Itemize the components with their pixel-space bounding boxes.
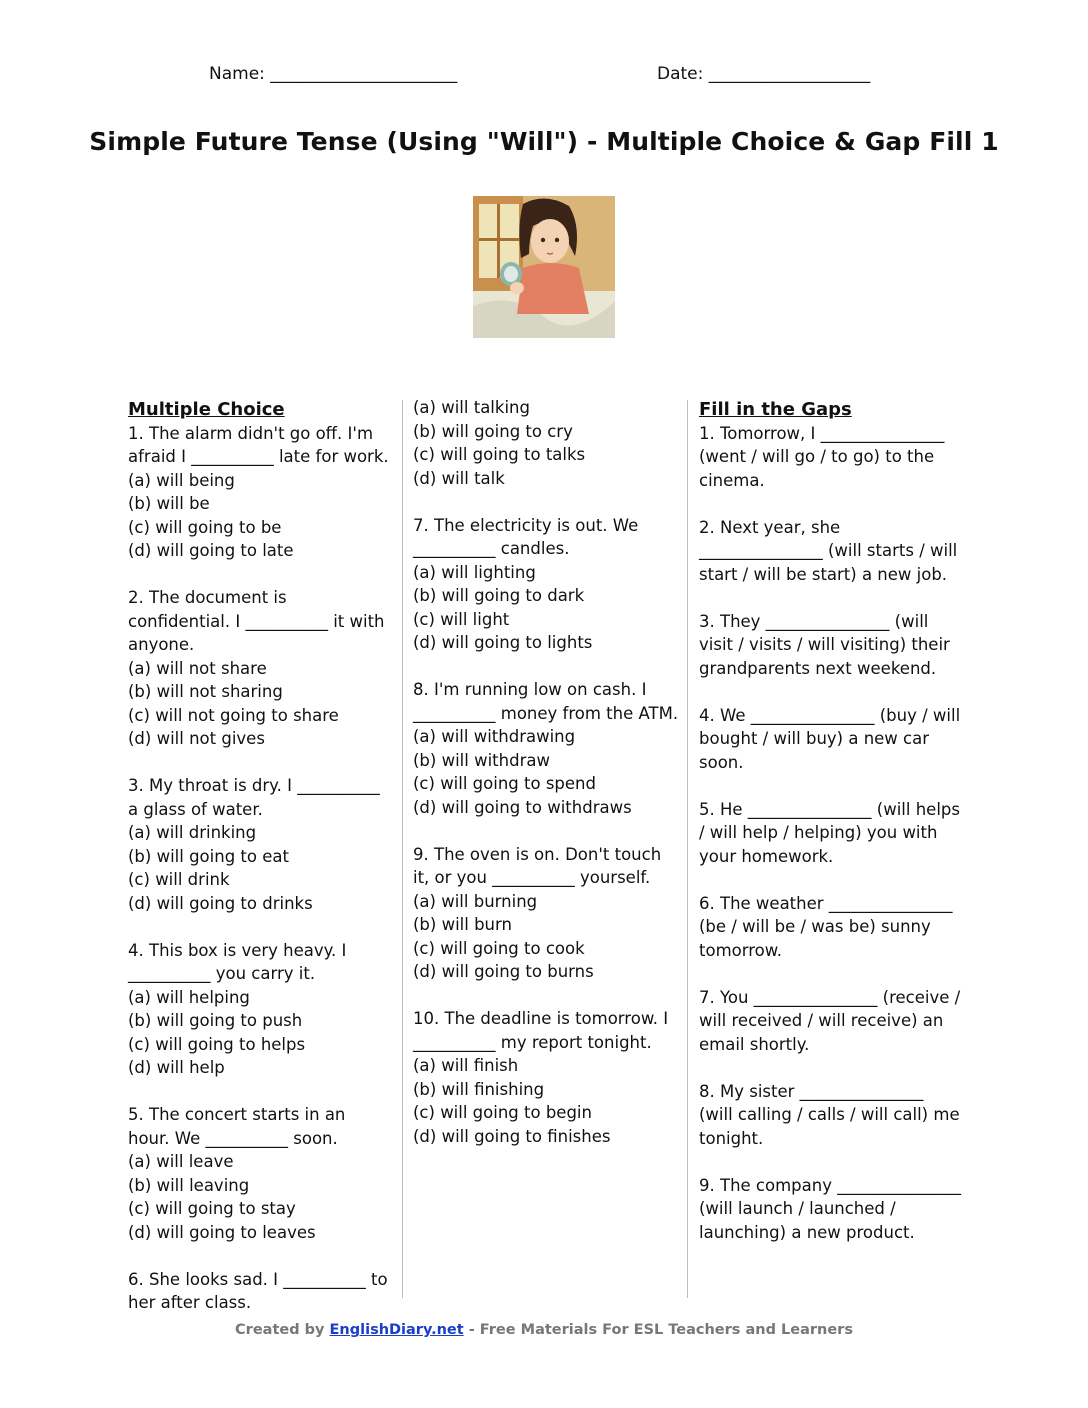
answer-option: (b) will going to push (128, 1011, 303, 1030)
column-divider (687, 400, 688, 1298)
answer-option: (a) will being (128, 470, 235, 490)
answer-option: (c) will drink (128, 870, 230, 889)
question-10 (413, 1007, 681, 1148)
answer-option: (a) will withdrawing (413, 727, 576, 746)
footer-suffix: - Free Materials For ESL Teachers and Learners (463, 1322, 853, 1338)
question-5 (128, 1103, 390, 1244)
answer-option: (a) will not share (128, 658, 267, 678)
question-1 (128, 422, 390, 563)
worksheet-title: Simple Future Tense (Using "Will") - Multiple Choice & Gap Fill 1 (89, 127, 999, 156)
answer-option: (d) will going to late (128, 541, 294, 560)
answer-option: (c) will going to talks (413, 445, 586, 464)
answer-option: (b) will going to dark (413, 586, 585, 605)
answer-option: (d) will going to drinks (128, 893, 313, 913)
multiple-choice-column-2 (413, 396, 681, 1172)
date-field-line: Date: ___________________ (657, 64, 871, 84)
answer-option: (d) will talk (413, 468, 505, 488)
girl-with-alarm-clock-illustration (473, 196, 615, 338)
question-9 (413, 843, 681, 984)
question-prompt: 1. The alarm didn't go off. I'm afraid I __________ late for work. (128, 423, 389, 466)
answer-option: (c) will going to cook (413, 938, 585, 958)
question-prompt: 3. My throat is dry. I __________ a glass of water. (128, 776, 380, 819)
answer-option: (a) will leave (128, 1152, 234, 1171)
answer-option: (d) will not gives (128, 729, 265, 748)
answer-option: (d) will going to burns (413, 962, 594, 981)
answer-option: (b) will not sharing (128, 682, 283, 701)
answer-option: (c) will going to stay (128, 1199, 296, 1218)
multiple-choice-heading: Multiple Choice (128, 399, 285, 420)
answer-option: (b) will burn (413, 915, 512, 934)
answer-option: (d) will going to finishes (413, 1126, 611, 1146)
answer-option: (c) will not going to share (128, 705, 339, 725)
answer-option: (b) will withdraw (413, 750, 550, 770)
answer-option: (a) will finish (413, 1056, 519, 1075)
gap-fill-item: 8. My sister _______________ (will calling / calls / will call) me tonight. (699, 1081, 960, 1148)
question-6-prompt-block (128, 1268, 390, 1315)
answer-option: (b) will going to cry (413, 421, 573, 441)
answer-option: (a) will helping (128, 987, 250, 1007)
name-field-line: Name: ______________________ (209, 64, 458, 84)
answer-option: (c) will going to be (128, 517, 282, 537)
question-2 (128, 586, 390, 751)
question-7 (413, 514, 681, 655)
question-prompt: 10. The deadline is tomorrow. I __________ my report tonight. (413, 1009, 669, 1052)
gap-fill-heading: Fill in the Gaps (699, 399, 852, 420)
answer-option: (a) will drinking (128, 823, 257, 842)
answer-option: (b) will going to eat (128, 846, 289, 866)
question-prompt: 7. The electricity is out. We __________ candles. (413, 515, 639, 558)
gap-fill-item: 7. You _______________ (receive / will received / will receive) an email shortly. (699, 987, 961, 1054)
answer-option: (d) will help (128, 1058, 225, 1077)
gap-fill-item: 5. He _______________ (will helps / will help / helping) you with your homework. (699, 799, 960, 866)
gap-fill-column (699, 396, 961, 1268)
multiple-choice-column-1 (128, 396, 390, 1338)
answer-option: (c) will going to spend (413, 774, 596, 793)
question-prompt: 4. This box is very heavy. I __________ you carry it. (128, 940, 347, 983)
answer-option: (d) will going to leaves (128, 1222, 316, 1242)
question-prompt: 9. The oven is on. Don't touch it, or you __________ yourself. (413, 844, 662, 887)
footer-prefix: Created by (235, 1322, 330, 1338)
englishdiary-link[interactable]: EnglishDiary.net (329, 1322, 464, 1338)
answer-option: (a) will lighting (413, 562, 536, 582)
question-prompt: 6. She looks sad. I __________ to her after class. (128, 1269, 388, 1312)
column-divider (402, 400, 403, 1298)
answer-option: (b) will be (128, 494, 210, 513)
question-6-options (413, 396, 681, 490)
question-prompt: 8. I'm running low on cash. I __________ money from the ATM. (413, 680, 679, 723)
gap-fill-item: 1. Tomorrow, I _______________ (went / will go / to go) to the cinema. (699, 423, 945, 490)
answer-option: (c) will going to begin (413, 1103, 592, 1122)
answer-option: (c) will going to helps (128, 1034, 306, 1054)
gap-fill-item: 4. We _______________ (buy / will bought / will buy) a new car soon. (699, 705, 961, 772)
answer-option: (b) will finishing (413, 1079, 545, 1099)
answer-option: (d) will going to withdraws (413, 797, 632, 817)
question-4 (128, 939, 390, 1080)
footer-credit (0, 1322, 1088, 1338)
question-3 (128, 774, 390, 915)
question-prompt: 2. The document is confidential. I __________ it with anyone. (128, 588, 385, 654)
answer-option: (a) will burning (413, 891, 538, 911)
answer-option: (d) will going to lights (413, 633, 593, 652)
answer-option: (b) will leaving (128, 1175, 250, 1195)
answer-option: (a) will talking (413, 398, 530, 417)
gap-fill-item: 6. The weather _______________ (be / will be / was be) sunny tomorrow. (699, 893, 953, 960)
gap-fill-item: 9. The company _______________ (will launch / launched / launching) a new product. (699, 1175, 961, 1242)
question-8 (413, 678, 681, 819)
answer-option: (c) will light (413, 609, 510, 629)
gap-fill-item: 2. Next year, she _______________ (will starts / will start / will be start) a new job. (699, 517, 958, 584)
question-prompt: 5. The concert starts in an hour. We __________ soon. (128, 1105, 346, 1148)
gap-fill-item: 3. They _______________ (will visit / visits / will visiting) their grandparents next weekend. (699, 611, 950, 678)
